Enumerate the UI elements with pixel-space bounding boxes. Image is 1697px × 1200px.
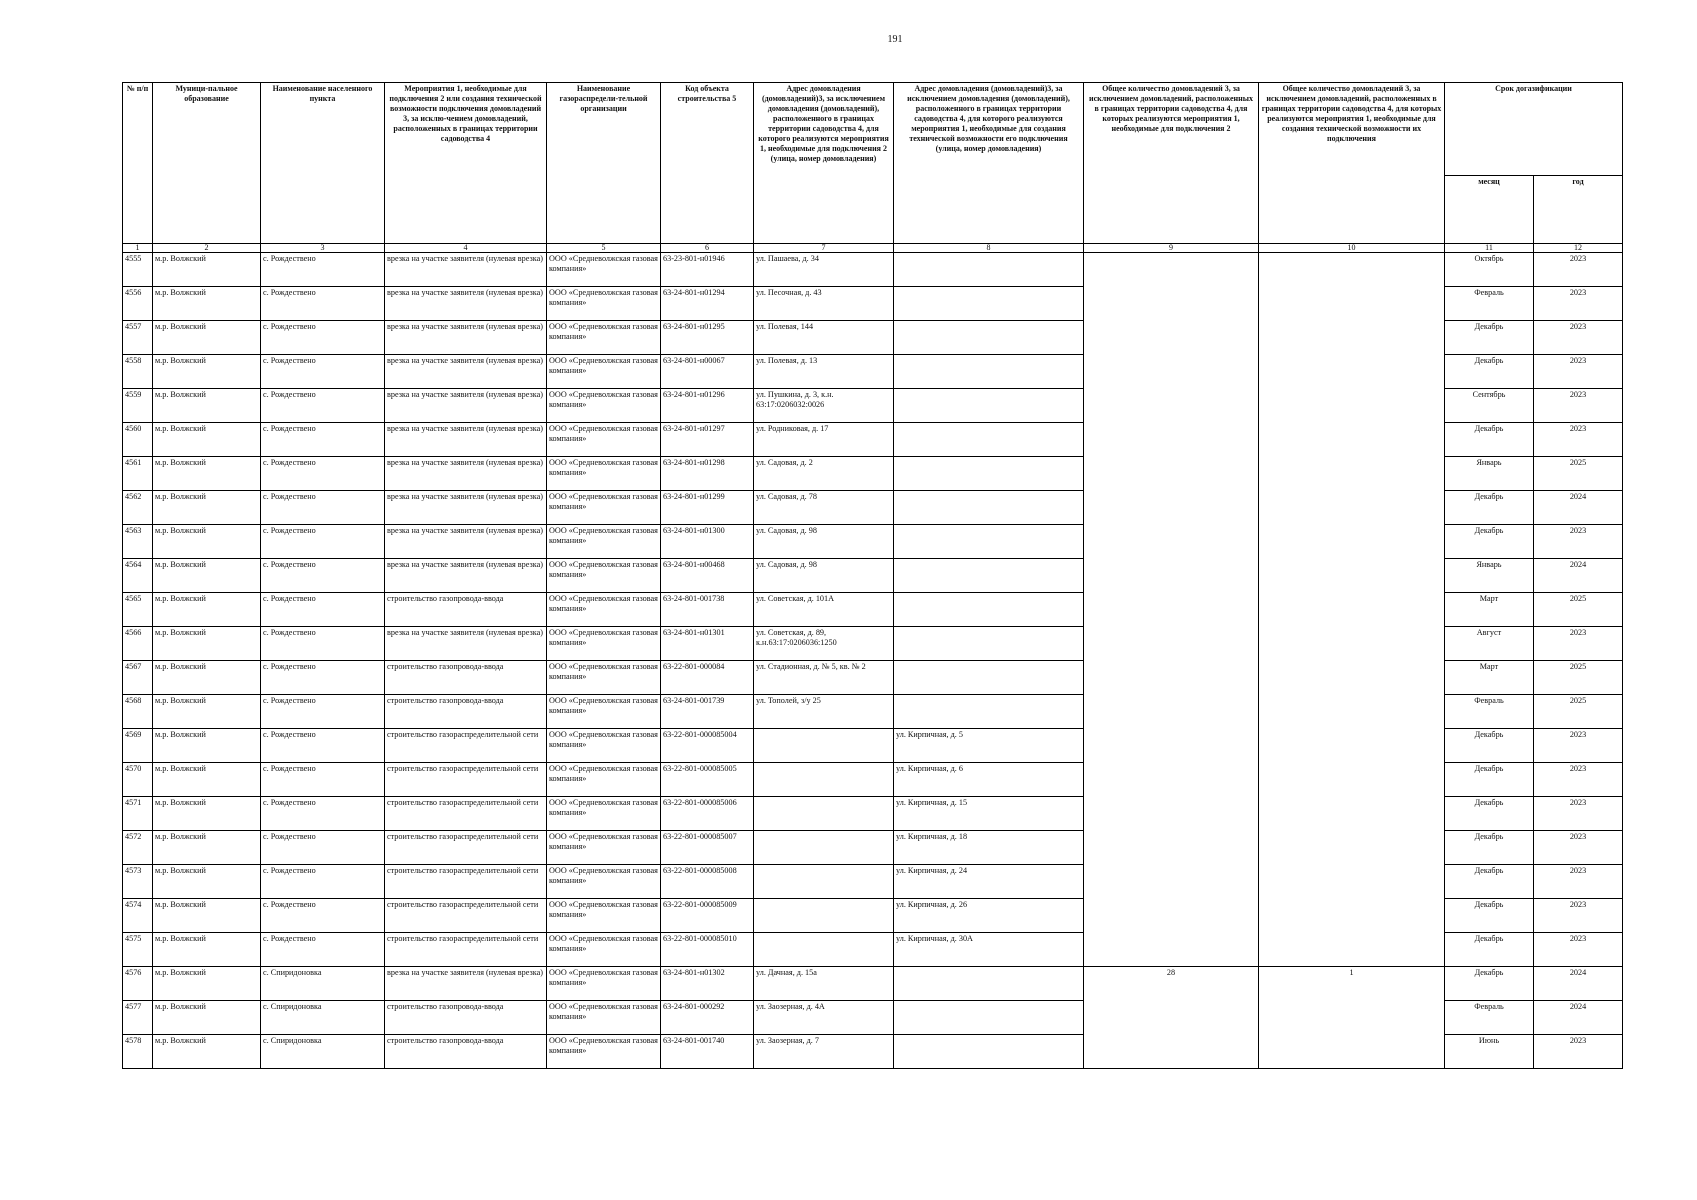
measure-cell: строительство газораспределительной сети [385, 797, 547, 831]
address-capability-cell: ул. Кирпичная, д. 18 [894, 831, 1084, 865]
deadline-month-cell: Март [1445, 661, 1534, 695]
gas-org-cell: ООО «Средневолжская газовая компания» [547, 355, 661, 389]
deadline-month-cell: Декабрь [1445, 729, 1534, 763]
header-deadline: Срок догазификации [1445, 83, 1623, 176]
row-number: 4563 [123, 525, 153, 559]
deadline-year-cell: 2023 [1534, 525, 1623, 559]
locality-cell: с. Рождествено [261, 287, 385, 321]
page-number: 191 [887, 34, 903, 45]
deadline-year-cell: 2024 [1534, 491, 1623, 525]
total-capability-cell [1259, 253, 1445, 967]
row-number: 4576 [123, 967, 153, 1001]
address-capability-cell [894, 695, 1084, 729]
locality-cell: с. Рождествено [261, 831, 385, 865]
locality-cell: с. Рождествено [261, 525, 385, 559]
deadline-month-cell: Декабрь [1445, 831, 1534, 865]
measure-cell: строительство газопровода-ввода [385, 695, 547, 729]
deadline-year-cell: 2023 [1534, 1035, 1623, 1069]
header-measures: Мероприятия 1, необходимые для подключения 2 или создания технической возможности подключения домовладений 3, за исклю-чением домовладений, расположенных в границах территории садоводства 4 [385, 83, 547, 244]
deadline-month-cell: Февраль [1445, 695, 1534, 729]
header-municipality: Муници-пальное образование [153, 83, 261, 244]
deadline-year-cell: 2023 [1534, 831, 1623, 865]
object-code-cell: 63-22-801-000085010 [661, 933, 754, 967]
row-number: 4561 [123, 457, 153, 491]
header-total-capability: Общее количество домовладений 3, за исключением домовладений, расположенных в границах территории садоводства 4, для которых реализуются мероприятия 1, необходимые для создания технической возможности их подключения [1259, 83, 1445, 244]
column-number: 1 [123, 244, 153, 253]
column-number: 4 [385, 244, 547, 253]
object-code-cell: 63-24-801-н01297 [661, 423, 754, 457]
total-connection-cell: 28 [1084, 967, 1259, 1069]
locality-cell: с. Рождествено [261, 627, 385, 661]
object-code-cell: 63-22-801-000085004 [661, 729, 754, 763]
deadline-month-cell: Январь [1445, 559, 1534, 593]
header-address-capability: Адрес домовладения (домовладений)3, за исключением домовладения (домовладений), расположенного в границах территории садоводства 4, для которого реализуются мероприятия 1, необходимые для создания технической возможности его подключения (улица, номер домовладения) [894, 83, 1084, 244]
header-n: № п/п [123, 83, 153, 244]
address-capability-cell [894, 423, 1084, 457]
locality-cell: с. Рождествено [261, 593, 385, 627]
deadline-year-cell: 2023 [1534, 797, 1623, 831]
object-code-cell: 63-24-801-001740 [661, 1035, 754, 1069]
deadline-year-cell: 2023 [1534, 729, 1623, 763]
address-connection-cell: ул. Советская, д. 101А [754, 593, 894, 627]
address-connection-cell: ул. Заозерная, д. 7 [754, 1035, 894, 1069]
address-capability-cell [894, 1001, 1084, 1035]
municipality-cell: м.р. Волжский [153, 661, 261, 695]
address-capability-cell: ул. Кирпичная, д. 24 [894, 865, 1084, 899]
municipality-cell: м.р. Волжский [153, 355, 261, 389]
municipality-cell: м.р. Волжский [153, 559, 261, 593]
address-connection-cell: ул. Полевая, 144 [754, 321, 894, 355]
locality-cell: с. Рождествено [261, 389, 385, 423]
header-address-connection: Адрес домовладения (домовладений)3, за исключением домовладения (домовладений), расположенного в границах территории садоводства 4, для которого реализуются мероприятия 1, необходимые для подключения 2 (улица, номер домовладения) [754, 83, 894, 244]
measure-cell: врезка на участке заявителя (нулевая врезка) [385, 491, 547, 525]
deadline-month-cell: Июнь [1445, 1035, 1534, 1069]
object-code-cell: 63-24-801-н00468 [661, 559, 754, 593]
address-capability-cell [894, 559, 1084, 593]
deadline-year-cell: 2023 [1534, 253, 1623, 287]
measure-cell: врезка на участке заявителя (нулевая врезка) [385, 967, 547, 1001]
address-connection-cell: ул. Дачная, д. 15а [754, 967, 894, 1001]
row-number: 4562 [123, 491, 153, 525]
gas-org-cell: ООО «Средневолжская газовая компания» [547, 525, 661, 559]
deadline-year-cell: 2023 [1534, 355, 1623, 389]
gas-org-cell: ООО «Средневолжская газовая компания» [547, 763, 661, 797]
address-capability-cell [894, 593, 1084, 627]
address-connection-cell [754, 729, 894, 763]
gas-org-cell: ООО «Средневолжская газовая компания» [547, 967, 661, 1001]
row-number: 4570 [123, 763, 153, 797]
municipality-cell: м.р. Волжский [153, 1001, 261, 1035]
measure-cell: врезка на участке заявителя (нулевая врезка) [385, 423, 547, 457]
gas-org-cell: ООО «Средневолжская газовая компания» [547, 287, 661, 321]
gas-org-cell: ООО «Средневолжская газовая компания» [547, 321, 661, 355]
gas-org-cell: ООО «Средневолжская газовая компания» [547, 1001, 661, 1035]
gas-org-cell: ООО «Средневолжская газовая компания» [547, 1035, 661, 1069]
measure-cell: строительство газораспределительной сети [385, 729, 547, 763]
object-code-cell: 63-24-801-н01302 [661, 967, 754, 1001]
deadline-month-cell: Февраль [1445, 1001, 1534, 1035]
measure-cell: врезка на участке заявителя (нулевая врезка) [385, 253, 547, 287]
locality-cell: с. Рождествено [261, 695, 385, 729]
address-capability-cell [894, 253, 1084, 287]
object-code-cell: 63-22-801-000085008 [661, 865, 754, 899]
header-month: месяц [1445, 176, 1534, 244]
header-year: год [1534, 176, 1623, 244]
locality-cell: с. Рождествено [261, 763, 385, 797]
locality-cell: с. Спиридоновка [261, 1035, 385, 1069]
address-connection-cell: ул. Песочная, д. 43 [754, 287, 894, 321]
measure-cell: строительство газораспределительной сети [385, 899, 547, 933]
address-capability-cell [894, 287, 1084, 321]
deadline-year-cell: 2025 [1534, 457, 1623, 491]
object-code-cell: 63-24-801-001739 [661, 695, 754, 729]
row-number: 4558 [123, 355, 153, 389]
total-capability-cell: 1 [1259, 967, 1445, 1069]
gas-org-cell: ООО «Средневолжская газовая компания» [547, 593, 661, 627]
municipality-cell: м.р. Волжский [153, 831, 261, 865]
row-number: 4555 [123, 253, 153, 287]
column-number: 10 [1259, 244, 1445, 253]
municipality-cell: м.р. Волжский [153, 1035, 261, 1069]
address-connection-cell [754, 831, 894, 865]
locality-cell: с. Спиридоновка [261, 1001, 385, 1035]
address-connection-cell: ул. Родниковая, д. 17 [754, 423, 894, 457]
locality-cell: с. Рождествено [261, 321, 385, 355]
address-capability-cell [894, 661, 1084, 695]
locality-cell: с. Рождествено [261, 899, 385, 933]
address-capability-cell [894, 457, 1084, 491]
measure-cell: врезка на участке заявителя (нулевая врезка) [385, 321, 547, 355]
municipality-cell: м.р. Волжский [153, 321, 261, 355]
locality-cell: с. Рождествено [261, 865, 385, 899]
deadline-month-cell: Март [1445, 593, 1534, 627]
measure-cell: строительство газораспределительной сети [385, 933, 547, 967]
address-connection-cell: ул. Заозерная, д. 4А [754, 1001, 894, 1035]
object-code-cell: 63-24-801-001738 [661, 593, 754, 627]
deadline-year-cell: 2023 [1534, 899, 1623, 933]
address-connection-cell: ул. Стадионная, д. № 5, кв. № 2 [754, 661, 894, 695]
measure-cell: врезка на участке заявителя (нулевая врезка) [385, 389, 547, 423]
deadline-month-cell: Декабрь [1445, 967, 1534, 1001]
municipality-cell: м.р. Волжский [153, 627, 261, 661]
address-capability-cell [894, 525, 1084, 559]
header-total-connection: Общее количество домовладений 3, за исключением домовладений, расположенных в границах территории садоводства 4, для которых реализуются мероприятия 1, необходимые для подключения 2 [1084, 83, 1259, 244]
address-connection-cell [754, 797, 894, 831]
deadline-month-cell: Декабрь [1445, 763, 1534, 797]
municipality-cell: м.р. Волжский [153, 593, 261, 627]
column-number: 8 [894, 244, 1084, 253]
address-capability-cell [894, 627, 1084, 661]
gas-org-cell: ООО «Средневолжская газовая компания» [547, 491, 661, 525]
municipality-cell: м.р. Волжский [153, 933, 261, 967]
row-number: 4566 [123, 627, 153, 661]
gasification-table [122, 82, 1623, 1069]
address-capability-cell: ул. Кирпичная, д. 15 [894, 797, 1084, 831]
locality-cell: с. Рождествено [261, 491, 385, 525]
gas-org-cell: ООО «Средневолжская газовая компания» [547, 695, 661, 729]
deadline-year-cell: 2023 [1534, 287, 1623, 321]
deadline-year-cell: 2023 [1534, 763, 1623, 797]
address-connection-cell: ул. Полевая, д. 13 [754, 355, 894, 389]
gas-org-cell: ООО «Средневолжская газовая компания» [547, 423, 661, 457]
column-numbers-row [123, 244, 1623, 253]
deadline-month-cell: Декабрь [1445, 865, 1534, 899]
deadline-year-cell: 2023 [1534, 321, 1623, 355]
column-number: 7 [754, 244, 894, 253]
gas-org-cell: ООО «Средневолжская газовая компания» [547, 797, 661, 831]
address-capability-cell [894, 389, 1084, 423]
municipality-cell: м.р. Волжский [153, 287, 261, 321]
municipality-cell: м.р. Волжский [153, 729, 261, 763]
gas-org-cell: ООО «Средневолжская газовая компания» [547, 933, 661, 967]
deadline-month-cell: Декабрь [1445, 423, 1534, 457]
gas-org-cell: ООО «Средневолжская газовая компания» [547, 253, 661, 287]
municipality-cell: м.р. Волжский [153, 967, 261, 1001]
measure-cell: строительство газораспределительной сети [385, 763, 547, 797]
locality-cell: с. Рождествено [261, 559, 385, 593]
deadline-year-cell: 2023 [1534, 933, 1623, 967]
object-code-cell: 63-22-801-000085009 [661, 899, 754, 933]
municipality-cell: м.р. Волжский [153, 457, 261, 491]
object-code-cell: 63-24-801-н01301 [661, 627, 754, 661]
gas-org-cell: ООО «Средневолжская газовая компания» [547, 457, 661, 491]
deadline-month-cell: Декабрь [1445, 491, 1534, 525]
address-capability-cell [894, 321, 1084, 355]
municipality-cell: м.р. Волжский [153, 389, 261, 423]
measure-cell: строительство газопровода-ввода [385, 593, 547, 627]
address-connection-cell: ул. Пушкина, д. 3, к.н. 63:17:0206032:0026 [754, 389, 894, 423]
deadline-year-cell: 2023 [1534, 423, 1623, 457]
table-row [123, 253, 1623, 287]
gas-org-cell: ООО «Средневолжская газовая компания» [547, 899, 661, 933]
locality-cell: с. Спиридоновка [261, 967, 385, 1001]
row-number: 4568 [123, 695, 153, 729]
address-connection-cell: ул. Пашаева, д. 34 [754, 253, 894, 287]
row-number: 4559 [123, 389, 153, 423]
object-code-cell: 63-23-801-н01946 [661, 253, 754, 287]
address-connection-cell: ул. Садовая, д. 98 [754, 525, 894, 559]
locality-cell: с. Рождествено [261, 933, 385, 967]
deadline-month-cell: Декабрь [1445, 933, 1534, 967]
address-capability-cell: ул. Кирпичная, д. 5 [894, 729, 1084, 763]
municipality-cell: м.р. Волжский [153, 899, 261, 933]
row-number: 4577 [123, 1001, 153, 1035]
gas-org-cell: ООО «Средневолжская газовая компания» [547, 559, 661, 593]
deadline-year-cell: 2023 [1534, 865, 1623, 899]
header-gas-org: Наименование газораспредели-тельной организации [547, 83, 661, 244]
address-connection-cell: ул. Садовая, д. 98 [754, 559, 894, 593]
object-code-cell: 63-24-801-н01298 [661, 457, 754, 491]
deadline-year-cell: 2025 [1534, 661, 1623, 695]
locality-cell: с. Рождествено [261, 355, 385, 389]
measure-cell: строительство газопровода-ввода [385, 1035, 547, 1069]
row-number: 4578 [123, 1035, 153, 1069]
object-code-cell: 63-24-801-н01294 [661, 287, 754, 321]
deadline-month-cell: Декабрь [1445, 525, 1534, 559]
object-code-cell: 63-22-801-000085005 [661, 763, 754, 797]
object-code-cell: 63-22-801-000085006 [661, 797, 754, 831]
locality-cell: с. Рождествено [261, 661, 385, 695]
municipality-cell: м.р. Волжский [153, 491, 261, 525]
deadline-month-cell: Октябрь [1445, 253, 1534, 287]
object-code-cell: 63-24-801-н01300 [661, 525, 754, 559]
measure-cell: строительство газораспределительной сети [385, 865, 547, 899]
deadline-year-cell: 2024 [1534, 967, 1623, 1001]
deadline-month-cell: Декабрь [1445, 797, 1534, 831]
address-capability-cell [894, 967, 1084, 1001]
deadline-year-cell: 2024 [1534, 1001, 1623, 1035]
object-code-cell: 63-24-801-н00067 [661, 355, 754, 389]
column-number: 9 [1084, 244, 1259, 253]
measure-cell: врезка на участке заявителя (нулевая врезка) [385, 287, 547, 321]
object-code-cell: 63-22-801-000084 [661, 661, 754, 695]
locality-cell: с. Рождествено [261, 797, 385, 831]
address-connection-cell [754, 933, 894, 967]
column-number: 12 [1534, 244, 1623, 253]
column-number: 2 [153, 244, 261, 253]
measure-cell: строительство газопровода-ввода [385, 1001, 547, 1035]
address-capability-cell: ул. Кирпичная, д. 26 [894, 899, 1084, 933]
row-number: 4560 [123, 423, 153, 457]
municipality-cell: м.р. Волжский [153, 797, 261, 831]
header-locality: Наименование населенного пункта [261, 83, 385, 244]
row-number: 4573 [123, 865, 153, 899]
column-number: 3 [261, 244, 385, 253]
row-number: 4575 [123, 933, 153, 967]
row-number: 4556 [123, 287, 153, 321]
deadline-year-cell: 2023 [1534, 627, 1623, 661]
deadline-month-cell: Август [1445, 627, 1534, 661]
municipality-cell: м.р. Волжский [153, 763, 261, 797]
municipality-cell: м.р. Волжский [153, 525, 261, 559]
row-number: 4564 [123, 559, 153, 593]
row-number: 4574 [123, 899, 153, 933]
address-connection-cell: ул. Садовая, д. 2 [754, 457, 894, 491]
column-number: 11 [1445, 244, 1534, 253]
deadline-year-cell: 2025 [1534, 695, 1623, 729]
address-connection-cell [754, 865, 894, 899]
deadline-year-cell: 2025 [1534, 593, 1623, 627]
column-number: 5 [547, 244, 661, 253]
measure-cell: врезка на участке заявителя (нулевая врезка) [385, 525, 547, 559]
gas-org-cell: ООО «Средневолжская газовая компания» [547, 661, 661, 695]
gas-org-cell: ООО «Средневолжская газовая компания» [547, 729, 661, 763]
deadline-month-cell: Декабрь [1445, 355, 1534, 389]
object-code-cell: 63-24-801-н01295 [661, 321, 754, 355]
municipality-cell: м.р. Волжский [153, 865, 261, 899]
address-capability-cell [894, 491, 1084, 525]
gas-org-cell: ООО «Средневолжская газовая компания» [547, 831, 661, 865]
address-capability-cell [894, 1035, 1084, 1069]
address-connection-cell: ул. Садовая, д. 78 [754, 491, 894, 525]
row-number: 4557 [123, 321, 153, 355]
measure-cell: врезка на участке заявителя (нулевая врезка) [385, 627, 547, 661]
address-capability-cell [894, 355, 1084, 389]
table-row [123, 967, 1623, 1001]
municipality-cell: м.р. Волжский [153, 253, 261, 287]
deadline-month-cell: Февраль [1445, 287, 1534, 321]
gas-org-cell: ООО «Средневолжская газовая компания» [547, 865, 661, 899]
deadline-year-cell: 2024 [1534, 559, 1623, 593]
deadline-month-cell: Январь [1445, 457, 1534, 491]
address-connection-cell [754, 763, 894, 797]
municipality-cell: м.р. Волжский [153, 695, 261, 729]
row-number: 4567 [123, 661, 153, 695]
total-connection-cell [1084, 253, 1259, 967]
row-number: 4565 [123, 593, 153, 627]
object-code-cell: 63-24-801-н01299 [661, 491, 754, 525]
row-number: 4572 [123, 831, 153, 865]
deadline-month-cell: Сентябрь [1445, 389, 1534, 423]
deadline-year-cell: 2023 [1534, 389, 1623, 423]
locality-cell: с. Рождествено [261, 457, 385, 491]
object-code-cell: 63-24-801-н01296 [661, 389, 754, 423]
municipality-cell: м.р. Волжский [153, 423, 261, 457]
measure-cell: строительство газораспределительной сети [385, 831, 547, 865]
address-connection-cell [754, 899, 894, 933]
row-number: 4571 [123, 797, 153, 831]
locality-cell: с. Рождествено [261, 729, 385, 763]
measure-cell: врезка на участке заявителя (нулевая врезка) [385, 355, 547, 389]
measure-cell: врезка на участке заявителя (нулевая врезка) [385, 559, 547, 593]
locality-cell: с. Рождествено [261, 423, 385, 457]
deadline-month-cell: Декабрь [1445, 321, 1534, 355]
object-code-cell: 63-22-801-000085007 [661, 831, 754, 865]
header-object-code: Код объекта строительства 5 [661, 83, 754, 244]
address-connection-cell: ул. Советская, д. 89, к.н.63:17:0206036:1250 [754, 627, 894, 661]
row-number: 4569 [123, 729, 153, 763]
deadline-month-cell: Декабрь [1445, 899, 1534, 933]
column-number: 6 [661, 244, 754, 253]
object-code-cell: 63-24-801-000292 [661, 1001, 754, 1035]
gas-org-cell: ООО «Средневолжская газовая компания» [547, 389, 661, 423]
measure-cell: строительство газопровода-ввода [385, 661, 547, 695]
locality-cell: с. Рождествено [261, 253, 385, 287]
address-capability-cell: ул. Кирпичная, д. 6 [894, 763, 1084, 797]
address-capability-cell: ул. Кирпичная, д. 30А [894, 933, 1084, 967]
gas-org-cell: ООО «Средневолжская газовая компания» [547, 627, 661, 661]
address-connection-cell: ул. Тополей, з/у 25 [754, 695, 894, 729]
measure-cell: врезка на участке заявителя (нулевая врезка) [385, 457, 547, 491]
